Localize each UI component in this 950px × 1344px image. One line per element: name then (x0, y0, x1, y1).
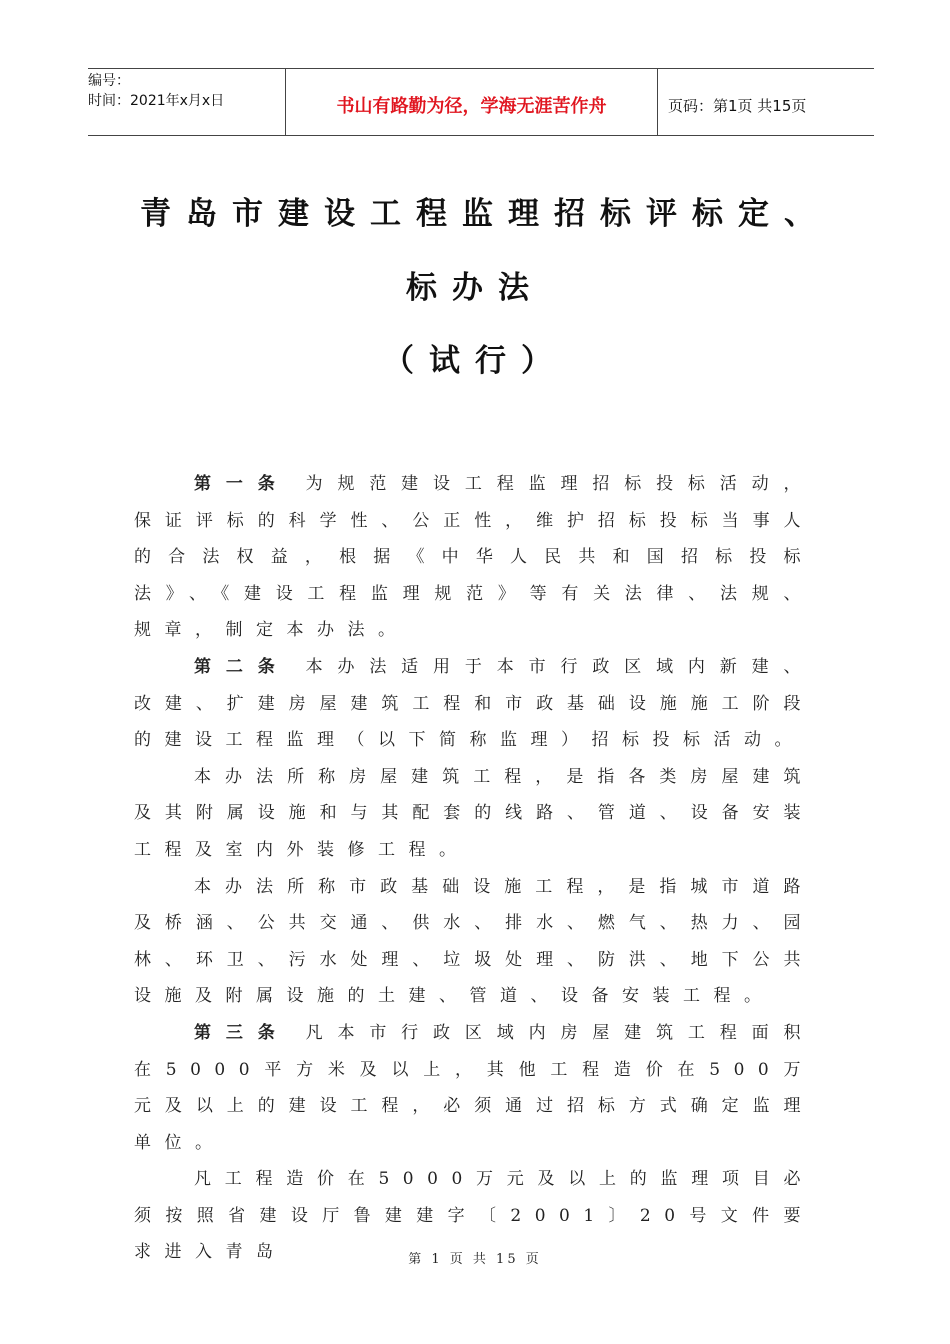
paragraph-text: 本办法所称市政基础设施工程，是指城市道路及桥涵、公共交通、供水、排水、燃气、热力、园林、环卫、污水处理、垃圾处理、防洪、地下公共设施及附属设施的土建、管道、设备安装工程。 (134, 876, 814, 1007)
paragraph-text: 本办法所称房屋建筑工程，是指各类房屋建筑及其附属设施和与其配套的线路、管道、设备安装工程及室内外装修工程。 (134, 766, 814, 860)
number-label: 编号： (88, 73, 130, 89)
header-motto: 书山有路勤为径，学海无涯苦作舟 (285, 69, 658, 135)
document-title-line2: 标办法 (406, 270, 544, 306)
paragraph (134, 869, 814, 1015)
paragraph (134, 1015, 814, 1161)
time-label: 时间：2021年x月x日 (88, 93, 225, 109)
paragraph-text: 凡本市行政区域内房屋建筑工程面积在5000平方米及以上，其他工程造价在500万元及以上的建设工程，必须通过招标方式确定监理单位。 (134, 1022, 815, 1153)
article-number: 第二条 (194, 656, 290, 677)
page-header (88, 68, 874, 136)
article-number: 第一条 (194, 474, 290, 494)
paragraph (134, 759, 814, 869)
document-subtitle: （试行） (383, 343, 567, 379)
document-body (134, 466, 814, 1271)
paragraph (134, 649, 814, 759)
page-footer: 第 1 页 共 15 页 (408, 1252, 542, 1267)
header-meta (88, 69, 285, 137)
paragraph-text: 本办法适用于本市行政区域内新建、改建、扩建房屋建筑工程和市政基础设施施工阶段的建设工程监理（以下简称监理）招标投标活动。 (134, 656, 815, 751)
paragraph (134, 466, 814, 649)
article-number: 第三条 (194, 1022, 290, 1043)
header-page-info: 页码：第1页 共15页 (668, 96, 807, 115)
document-title-line1: 青岛市建设工程监理招标评标定、 (140, 196, 830, 232)
paragraph-text: 凡工程造价在5000万元及以上的监理项目必须按照省建设厅鲁建建字〔2001〕20号文件要求进入青岛 (134, 1169, 814, 1263)
paragraph-text: 为规范建设工程监理招标投标活动，保证评标的科学性、公正性，维护招标投标当事人的合法权益，根据《中华人民共和国招标投标法》、《建设工程监理规范》等有关法律、法规、规章，制定本办法。 (134, 474, 815, 641)
